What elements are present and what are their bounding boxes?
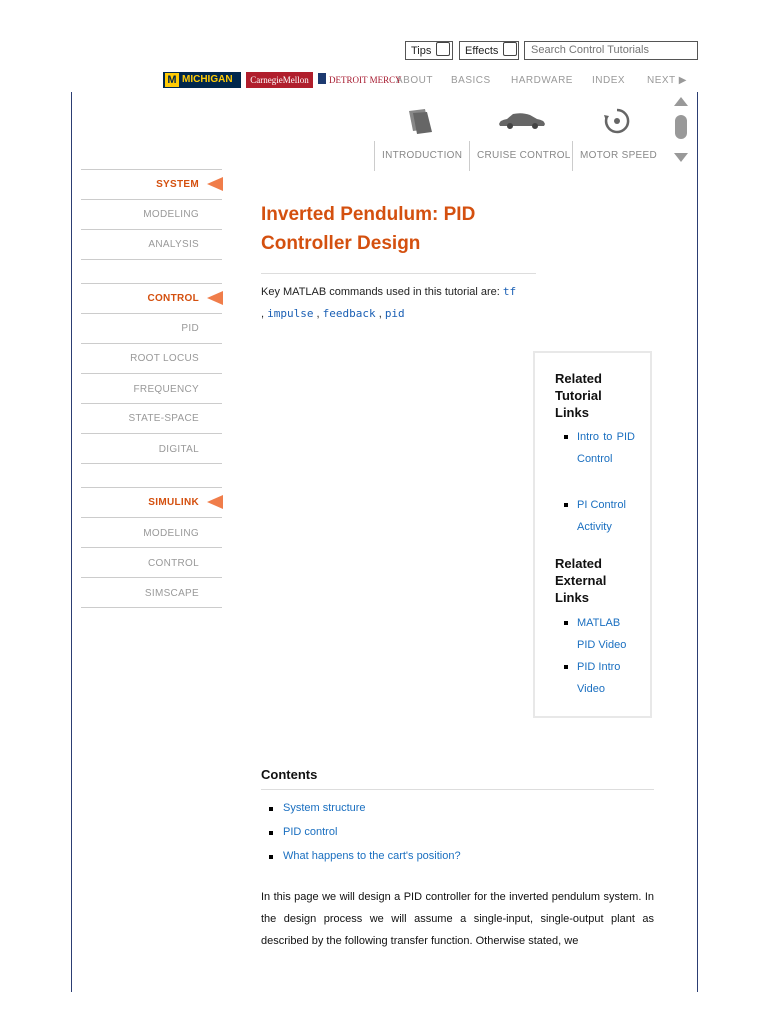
effects-checkbox[interactable] <box>503 42 517 56</box>
sidebar-item-root-locus[interactable]: ROOT LOCUS <box>130 353 199 364</box>
list-bullet <box>564 503 568 507</box>
sidebar-divider <box>81 463 222 464</box>
nav-index[interactable]: INDEX <box>592 75 626 86</box>
contents-link-system-structure[interactable]: System structure <box>283 802 366 814</box>
michigan-logo-text: MICHIGAN <box>182 74 233 85</box>
nav-separator <box>469 141 470 171</box>
contents-divider <box>261 789 654 790</box>
list-bullet <box>269 807 273 811</box>
sidebar-divider <box>81 199 222 200</box>
sidebar-divider <box>81 607 222 608</box>
list-bullet <box>564 435 568 439</box>
sidebar-divider <box>81 259 222 260</box>
tips-checkbox[interactable] <box>436 42 450 56</box>
related-link-pi-activity[interactable]: PI Control Activity <box>577 499 626 533</box>
sidebar-arrow-icon <box>207 177 223 191</box>
sidebar-item-simulink-control[interactable]: CONTROL <box>148 558 199 569</box>
sidebar-divider <box>81 343 222 344</box>
sidebar-item-state-space[interactable]: STATE-SPACE <box>128 413 199 424</box>
cmu-logo[interactable] <box>246 72 313 88</box>
command-feedback[interactable]: feedback <box>322 307 376 320</box>
nav-hardware[interactable]: HARDWARE <box>511 75 573 86</box>
tips-label: Tips <box>411 45 432 57</box>
michigan-logo[interactable] <box>163 72 241 88</box>
car-icon[interactable] <box>497 111 547 131</box>
sidebar-arrow-icon <box>207 291 223 305</box>
matlab-commands: Key MATLAB commands used in this tutorial are: tf , impulse , feedback , pid <box>261 285 517 320</box>
sidebar-section-system[interactable]: SYSTEM <box>156 179 199 190</box>
related-tutorial-heading: Related Tutorial Links <box>555 371 602 420</box>
detroit-mercy-text: DETROIT MERCY <box>329 75 402 85</box>
sidebar-item-pid[interactable]: PID <box>181 323 199 334</box>
command-pid[interactable]: pid <box>384 307 405 320</box>
michigan-m-icon: M <box>165 73 179 87</box>
nav-separator <box>374 141 375 171</box>
effects-toggle[interactable] <box>459 41 519 60</box>
intro-paragraph: In this page we will design a PID controller for the inverted pendulum system. In the design process we will assume a single-input, single-output plant as described by the following transfer function. Otherwise stated, we <box>261 891 654 947</box>
sidebar-divider <box>81 487 222 488</box>
detroit-mercy-icon <box>318 73 326 84</box>
scroll-thumb[interactable] <box>675 115 687 139</box>
search-input[interactable] <box>524 41 698 60</box>
sidebar-divider <box>81 283 222 284</box>
nav-about[interactable]: ABOUT <box>396 75 433 86</box>
sidebar-item-frequency[interactable]: FREQUENCY <box>133 384 199 395</box>
list-bullet <box>564 621 568 625</box>
example-introduction[interactable]: INTRODUCTION <box>382 150 463 161</box>
sidebar-divider <box>81 169 222 170</box>
sidebar-divider <box>81 229 222 230</box>
commands-intro: Key MATLAB commands used in this tutorial are: <box>261 286 500 298</box>
nav-basics[interactable]: BASICS <box>451 75 491 86</box>
title-divider <box>261 273 536 274</box>
motor-icon[interactable] <box>603 107 631 135</box>
external-link-matlab-video[interactable]: MATLAB PID Video <box>577 617 627 651</box>
sidebar-divider <box>81 433 222 434</box>
list-bullet <box>269 855 273 859</box>
sidebar-divider <box>81 577 222 578</box>
command-impulse[interactable]: impulse <box>267 307 314 320</box>
sidebar-divider <box>81 517 222 518</box>
related-links-box <box>533 351 652 718</box>
sidebar-divider <box>81 547 222 548</box>
sidebar-item-digital[interactable]: DIGITAL <box>158 444 199 455</box>
tips-toggle[interactable] <box>405 41 453 60</box>
contents-link-pid-control[interactable]: PID control <box>283 826 338 838</box>
sidebar-divider <box>81 373 222 374</box>
related-link-intro-pid[interactable]: Intro to PID Control <box>577 431 635 465</box>
pendulum-icon[interactable] <box>405 107 437 135</box>
sidebar-section-control[interactable]: CONTROL <box>147 293 199 304</box>
scroll-up-icon[interactable] <box>674 97 688 106</box>
effects-label: Effects <box>465 45 499 57</box>
frame-left-border <box>71 92 72 992</box>
page-title: Inverted Pendulum: PID Controller Design <box>261 204 476 254</box>
sidebar-item-simulink-modeling[interactable]: MODELING <box>143 528 199 539</box>
sidebar-divider <box>81 403 222 404</box>
scroll-down-icon[interactable] <box>674 153 688 162</box>
sidebar-section-simulink[interactable]: SIMULINK <box>148 497 199 508</box>
nav-separator <box>572 141 573 171</box>
sidebar-item-system-modeling[interactable]: MODELING <box>143 209 199 220</box>
sidebar-arrow-icon <box>207 495 223 509</box>
sidebar-divider <box>81 313 222 314</box>
nav-next[interactable]: NEXT ▶ <box>647 75 687 86</box>
example-motor-speed[interactable]: MOTOR SPEED <box>580 150 658 161</box>
list-bullet <box>564 665 568 669</box>
frame-right-border <box>697 92 698 992</box>
detroit-mercy-logo[interactable] <box>318 72 404 88</box>
external-link-pid-intro-video[interactable]: PID Intro Video <box>577 661 621 695</box>
command-tf[interactable]: tf <box>502 285 517 298</box>
sidebar-item-simscape[interactable]: SIMSCAPE <box>144 588 199 599</box>
example-cruise-control[interactable]: CRUISE CONTROL <box>477 150 571 161</box>
contents-link-cart-position[interactable]: What happens to the cart's position? <box>283 850 461 862</box>
list-bullet <box>269 831 273 835</box>
cmu-logo-text: CarnegieMellon <box>250 75 309 85</box>
related-external-heading: Related External Links <box>555 556 607 605</box>
contents-heading: Contents <box>261 767 318 782</box>
sidebar-item-analysis[interactable]: ANALYSIS <box>148 239 199 250</box>
